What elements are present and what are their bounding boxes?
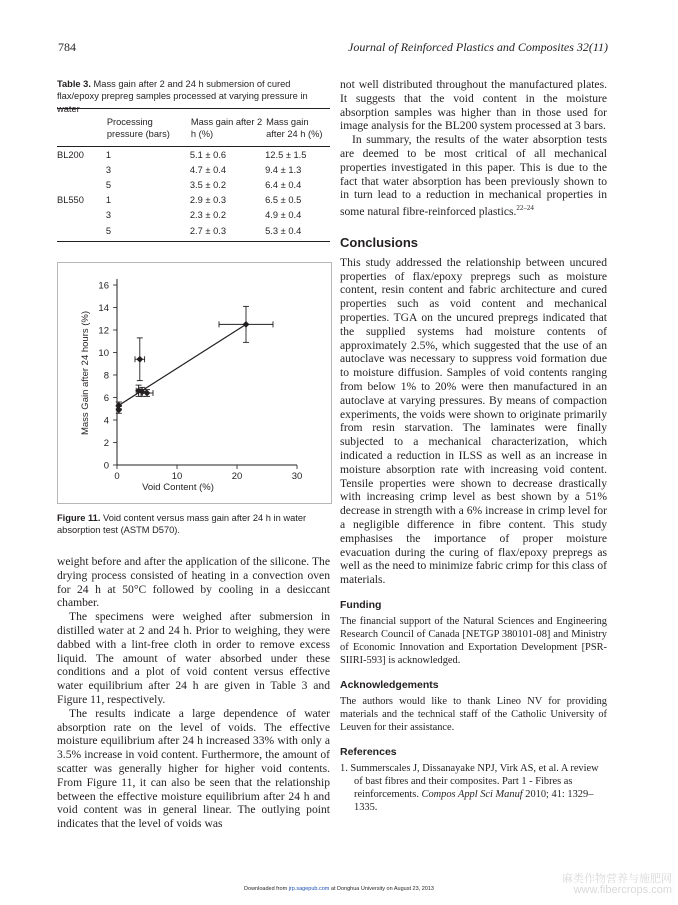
body-paragraph: not well distributed throughout the manufactured plates. It suggests that the void content in the moisture absorption samples was higher than in those used for image analysis for the BL200 system processed at 3 bars.: [340, 78, 607, 133]
data-point: [136, 356, 143, 363]
footer-link[interactable]: jrp.sagepub.com: [288, 886, 330, 892]
footer-post: at Donghua University on August 23, 2013: [330, 886, 434, 892]
table-cell: 2.9 ± 0.3: [189, 195, 226, 206]
mass-gain-table: [57, 108, 330, 242]
x-tick-label: 30: [291, 471, 303, 482]
figure-caption-text: Void content versus mass gain after 24 h in water absorption test (ASTM D570).: [57, 513, 307, 536]
acknowledgements-heading: Acknowledgements: [340, 678, 439, 691]
y-tick-label: 0: [103, 460, 109, 472]
y-tick-label: 2: [103, 438, 109, 449]
y-tick-label: 4: [103, 415, 109, 427]
table-cell: 5.3 ± 0.4: [265, 223, 330, 242]
table-cell: 1: [105, 195, 111, 206]
table-cell: 6.5 ± 0.5: [265, 195, 302, 206]
body-paragraph: weight before and after the application of the silicone. The drying process consisted of heating in a convection oven for 24 h at 50°C followed by cooling in a desiccant chamber.: [57, 555, 330, 610]
data-point: [243, 321, 250, 328]
table-header-cell: Mass gain after 2 h (%): [190, 116, 263, 139]
table-caption-text: Mass gain after 2 and 24 h submersion of cured flax/epoxy prepreg samples processed at varying pressure in water: [57, 79, 308, 114]
scatter-plot: [58, 263, 331, 503]
x-axis-label: Void Content (%): [142, 482, 214, 493]
table-row: [57, 208, 330, 223]
body-paragraph: The results indicate a large dependence of water absorption rate on the level of voids. The effective moisture equilibrium after 24 h increased 33% with only a 3.5% increase in void content. Furthermore, the amount of scatter was generally higher for higher void contents. From Figure 11, it can also be seen that the relationship between the effective moisture equilibrium after 24 h and void content was in general linear. The outlying point indicates that the level of voids was: [57, 706, 330, 831]
figure-11-chart: [57, 262, 332, 504]
figure-caption: [57, 512, 330, 537]
trend-line: [117, 324, 246, 406]
table-cell: BL550: [57, 195, 84, 206]
y-tick-label: 14: [98, 303, 109, 314]
table-row: [57, 193, 330, 208]
conclusions-text: This study addressed the relationship between uncured properties of flax/epoxy prepregs such as moisture content, resin content and fabric architecture and cured properties such as void content and mechanical properties. TGA on the uncured prepregs indicated that the supplied systems had moisture contents of approximately 2.5%, which suggested that the use of an autoclave was necessary to suppress void formation due to moisture diffusion. Samples of void contents ranging from below 1% to 20% were then manufactured in an autoclave at varying pressures. By means of compaction experiments, the voids were shown to originate primarily from resin starvation. The laminates were finally subjected to a mechanical characterization, which indicated a reduction in ILSS as well as an increase in moisture absorption rate with increasing void content. Tensile properties were shown to decrease drastically with increasing crimp level as best shown by a 51% decrease in strength with a 6% increase in crimp level for a negligible difference in fibre content. This study emphasises the importance of proper moisture evacuation during the curing of flax/epoxy prepregs as well as the need to minimize fabric crimp for this class of materials.: [340, 255, 607, 587]
citation-superscript: 22–24: [516, 204, 534, 213]
reference-text: 1. Summerscales J, Dissanayake NPJ, Virk AS, et al. A review of bast fibres and their composites. Part 1 - Fibres as reinforcements.: [340, 762, 599, 800]
reference-journal: Compos Appl Sci Manuf: [421, 788, 523, 800]
table-header-cell: Mass gain after 24 h (%): [266, 116, 323, 139]
page-number: 784: [58, 40, 76, 54]
table-cell: 3.5 ± 0.2: [189, 179, 226, 190]
table-cell: 5.1 ± 0.6: [189, 149, 226, 160]
funding-heading: Funding: [340, 598, 382, 611]
table-row: [57, 162, 330, 177]
footer-pre: Downloaded from: [244, 886, 288, 892]
right-column: [340, 78, 607, 814]
figure-label: Figure 11.: [57, 513, 101, 523]
table-cell: 9.4 ± 1.3: [265, 164, 302, 175]
table-header-cell: Processing pressure (bars): [106, 116, 170, 139]
table-row: [57, 177, 330, 192]
left-column-body: [57, 555, 330, 831]
conclusions-heading: Conclusions: [340, 234, 419, 250]
body-paragraph-text: In summary, the results of the water absorption tests are deemed to be most critical of all mechanical properties investigated in this paper. This is due to the fact that water absorption has been previously shown to in turn lead to a reduction in mechanical properties in some natural fibre-reinforced plastics.: [340, 133, 607, 219]
y-tick-label: 10: [98, 348, 109, 359]
table-cell: 5: [106, 223, 190, 242]
references-heading: References: [340, 745, 397, 758]
table-cell: 6.4 ± 0.4: [265, 179, 302, 190]
funding-text: The financial support of the Natural Sciences and Engineering Research Council of Canada [NETGP 380101-08] and Ministry of Economic Innovation and Exportation Development [PSR-SIIRI-593] is acknowledged.: [340, 615, 607, 666]
y-tick-label: 16: [98, 280, 109, 292]
table-cell: BL200: [57, 149, 84, 160]
watermark-line: 麻类作物营养与施肥网: [562, 873, 672, 885]
reference-details: 2010; 41: 1329–1335.: [354, 788, 594, 813]
table-row: [57, 223, 330, 242]
table-cell: [57, 208, 106, 223]
table-cell: 3: [105, 210, 111, 221]
body-paragraph: The specimens were weighed after submersion in distilled water at 2 and 24 h. Prior to weighing, they were dabbed with a lint-free cloth in order to remove excess liquid. The amount of water absorbed under these conditions and a plot of void content versus effective water equilibrium after 24 h are given in Table 3 and Figure 11, respectively.: [57, 610, 330, 706]
body-paragraph: [340, 133, 607, 219]
table-cell: 1: [105, 149, 111, 160]
table-cell: [57, 223, 106, 242]
acknowledgements-text: The authors would like to thank Lineo NV for providing materials and the technical staff of the Catholic University of Leuven for their assistance.: [340, 695, 607, 733]
journal-title: Journal of Reinforced Plastics and Composites 32(11): [348, 40, 608, 54]
y-tick-label: 12: [98, 325, 109, 337]
x-tick-label: 0: [114, 471, 120, 482]
reference-item: [340, 762, 607, 814]
table-cell: 12.5 ± 1.5: [265, 149, 307, 160]
table-cell: 4.7 ± 0.4: [189, 164, 226, 175]
data-point: [144, 390, 151, 397]
data-point: [115, 406, 122, 413]
table-cell: 4.9 ± 0.4: [265, 210, 302, 221]
table-header-row: [57, 109, 330, 147]
table-label: Table 3.: [57, 79, 91, 89]
x-tick-label: 20: [231, 471, 243, 482]
y-tick-label: 6: [103, 393, 109, 404]
table-cell: [57, 177, 106, 192]
table-row: [57, 147, 330, 163]
watermark: [562, 874, 672, 896]
watermark-line: www.fibercrops.com: [573, 884, 672, 896]
table-cell: 3: [105, 164, 111, 175]
table-header-cell: [57, 109, 106, 147]
y-axis-label: Mass Gain after 24 hours (%): [80, 310, 91, 436]
table-cell: 2.7 ± 0.3: [190, 223, 265, 242]
table-cell: 2.3 ± 0.2: [189, 210, 226, 221]
table-cell: [57, 162, 106, 177]
table-cell: 5: [105, 179, 111, 190]
x-tick-label: 10: [171, 471, 183, 482]
y-tick-label: 8: [103, 370, 109, 382]
